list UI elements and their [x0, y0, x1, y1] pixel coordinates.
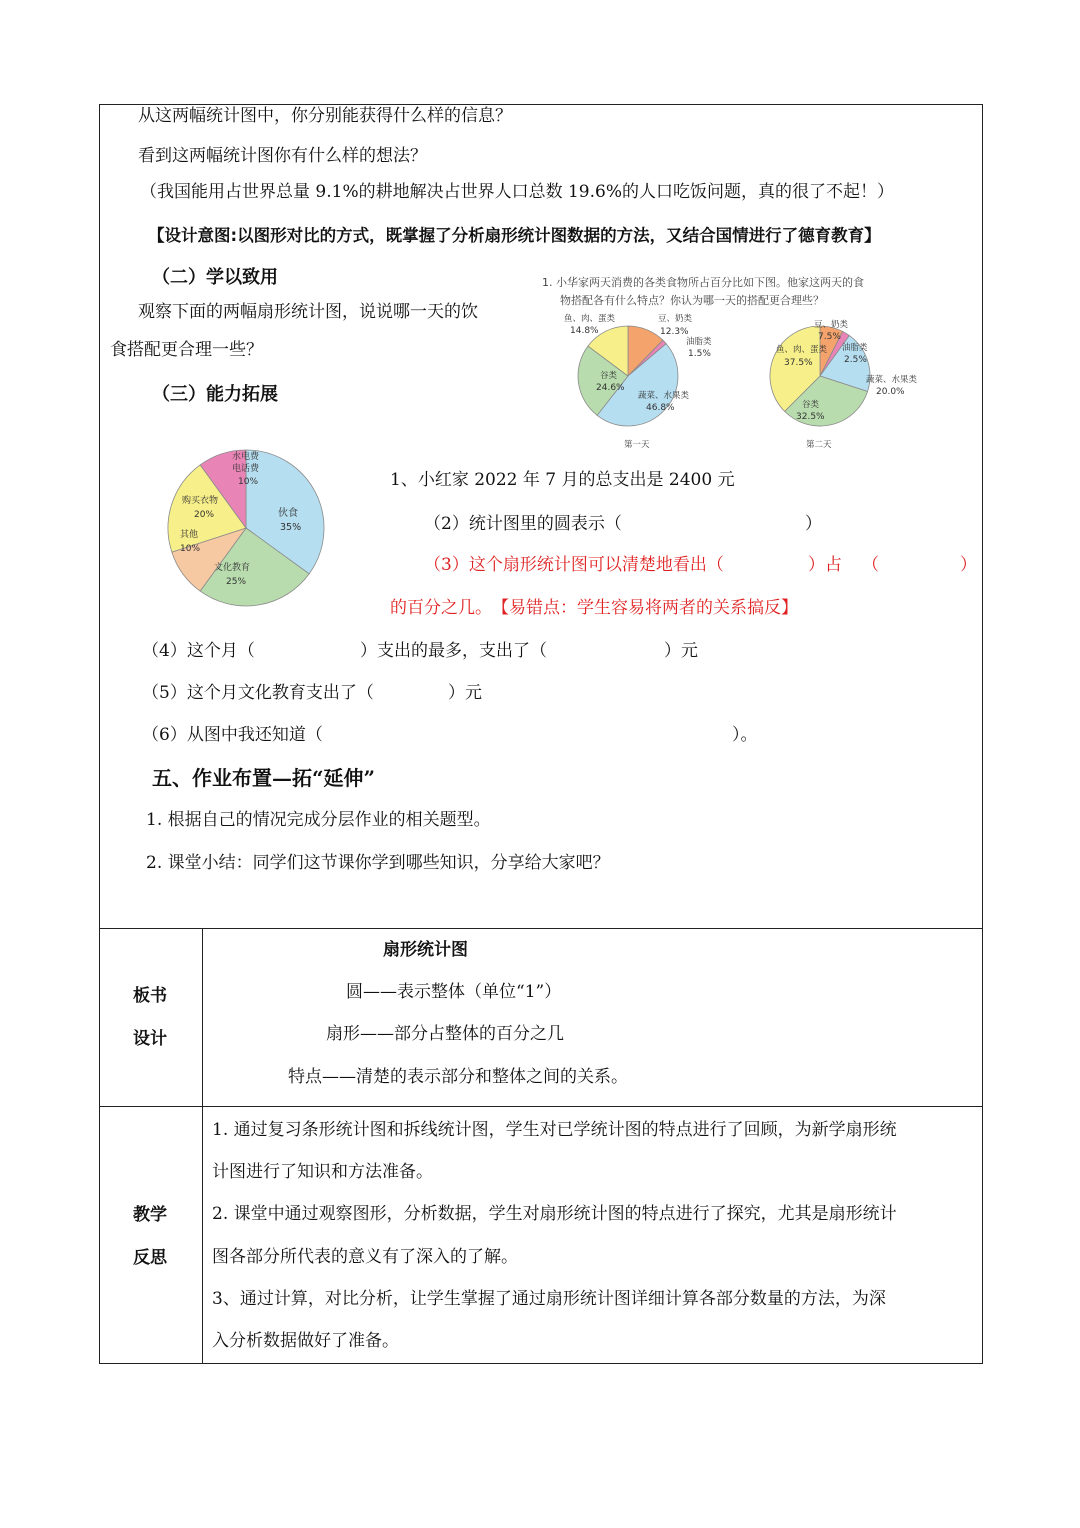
day1-label-meat: 鱼、肉、蛋类 — [564, 314, 616, 324]
board-line-3: 特点——清楚的表示部分和整体之间的关系。 — [288, 1067, 628, 1087]
question-3-part-1: （3）这个扇形统计图可以清楚地看出（ — [424, 555, 724, 575]
day2-label-veg-pct: 20.0% — [876, 387, 905, 397]
reflection-p2-line-1: 2. 课堂中通过观察图形，分析数据，学生对扇形统计图的特点进行了探究，尤其是扇形统计 — [212, 1204, 897, 1224]
day2-label-veg: 蔬菜、水果类 — [866, 375, 918, 385]
day2-label-meat: 鱼、肉、蛋类 — [776, 345, 828, 355]
day1-label-oil: 油脂类 — [686, 337, 712, 347]
food-comparison-figure — [520, 264, 960, 454]
intro-question-2: 看到这两幅统计图你有什么样的想法？ — [138, 146, 427, 166]
board-line-2: 扇形——部分占整体的百分之几 — [326, 1024, 564, 1044]
figure-question-line-2: 物搭配各有什么特点？你认为哪一天的搭配更合理些？ — [560, 294, 824, 307]
question-4-part-1: （4）这个月（ — [142, 641, 255, 661]
row-divider-reflection — [99, 1106, 983, 1107]
day1-label-oil-pct: 1.5% — [688, 349, 711, 359]
figure-question-line-1: 1. 小华家两天消费的各类食物所占百分比如下图。他家这两天的食 — [542, 276, 864, 289]
question-3-part-2: ）占 — [808, 555, 842, 575]
expense-label-other-pct: 10% — [180, 544, 201, 554]
expense-pie-figure — [160, 440, 340, 610]
homework-item-1: 1. 根据自己的情况完成分层作业的相关题型。 — [146, 810, 491, 830]
expense-label-utility-1: 水电费 — [232, 452, 260, 462]
question-5-part-1: （5）这个月文化教育支出了（ — [142, 683, 374, 703]
day2-label-oil: 油脂类 — [842, 343, 868, 353]
section-2-line-2: 食搭配更合理一些？ — [110, 340, 263, 360]
section-3-heading: （三）能力拓展 — [152, 384, 278, 405]
intro-note: （我国能用占世界总量 9.1%的耕地解决占世界人口总数 19.6%的人口吃饭问题，真的很了不起！） — [140, 182, 894, 202]
day1-caption: 第一天 — [624, 440, 650, 450]
expense-label-utility-pct: 10% — [238, 477, 259, 487]
expense-label-clothes: 购买衣物 — [182, 496, 219, 506]
expense-label-food: 伙食 — [278, 508, 298, 519]
question-3-part-4: ） — [960, 555, 977, 575]
day1-label-veg: 蔬菜、水果类 — [638, 391, 690, 401]
section-2-line-1: 观察下面的两幅扇形统计图，说说哪一天的饮 — [138, 302, 478, 322]
day1-label-bean-pct: 12.3% — [660, 327, 689, 337]
section-2-heading: （二）学以致用 — [152, 267, 278, 288]
expense-label-edu-pct: 25% — [226, 577, 247, 587]
reflection-label-2: 反思 — [133, 1248, 167, 1268]
reflection-p1-line-2: 计图进行了知识和方法准备。 — [212, 1162, 433, 1182]
expense-label-other: 其他 — [180, 530, 199, 540]
intro-question-1: 从这两幅统计图中，你分别能获得什么样的信息？ — [138, 106, 512, 126]
question-6-part-2: ）。 — [732, 725, 758, 745]
expense-label-clothes-pct: 20% — [194, 510, 215, 520]
question-2-open: （2）统计图里的圆表示（ — [424, 514, 622, 534]
design-intent: 【设计意图:以图形对比的方式，既掌握了分析扇形统计图数据的方法，又结合国情进行了德育教育】 — [148, 226, 881, 245]
day1-label-veg-pct: 46.8% — [646, 403, 675, 413]
homework-item-2: 2. 课堂小结：同学们这节课你学到哪些知识，分享给大家吧？ — [146, 853, 610, 873]
day1-label-grain-pct: 24.6% — [596, 383, 625, 393]
day2-label-grain-pct: 32.5% — [796, 412, 825, 422]
day2-label-oil-pct: 2.5% — [844, 355, 867, 365]
expense-label-utility-2: 电话费 — [232, 464, 260, 474]
question-5-part-2: ）元 — [448, 683, 482, 703]
question-4-part-2: ）支出的最多，支出了（ — [360, 641, 547, 661]
day2-label-bean-pct: 7.5% — [818, 332, 841, 342]
question-2-close: ） — [805, 514, 822, 534]
day2-caption: 第二天 — [806, 440, 832, 450]
day1-label-bean: 豆、奶类 — [658, 314, 693, 324]
board-title: 扇形统计图 — [383, 940, 468, 960]
reflection-p1-line-1: 1. 通过复习条形统计图和拆线统计图，学生对已学统计图的特点进行了回顾，为新学扇形统 — [212, 1120, 897, 1140]
day2-label-grain: 谷类 — [802, 400, 820, 410]
day1-label-meat-pct: 14.8% — [570, 326, 599, 336]
board-label-2: 设计 — [133, 1029, 167, 1049]
reflection-p3-line-2: 入分析数据做好了准备。 — [212, 1331, 399, 1351]
board-line-1: 圆——表示整体（单位“1”） — [346, 982, 562, 1002]
question-3-part-3: （ — [862, 555, 879, 575]
question-3-error-note: 【易错点：学生容易将两者的关系搞反】 — [492, 598, 798, 618]
day2-label-meat-pct: 37.5% — [784, 358, 813, 368]
reflection-label-1: 教学 — [133, 1205, 167, 1225]
board-label-1: 板书 — [133, 986, 167, 1006]
question-1: 1、小红家 2022 年 7 月的总支出是 2400 元 — [390, 470, 735, 490]
question-4-part-3: ）元 — [664, 641, 698, 661]
expense-label-food-pct: 35% — [280, 522, 302, 533]
day1-label-grain: 谷类 — [600, 371, 618, 381]
question-6-part-1: （6）从图中我还知道（ — [142, 725, 323, 745]
day2-label-bean: 豆、奶类 — [814, 320, 849, 330]
question-3-line-2: 的百分之几。 — [390, 598, 492, 618]
homework-heading: 五、作业布置—拓“延伸” — [152, 766, 376, 790]
reflection-p2-line-2: 图各部分所代表的意义有了深入的了解。 — [212, 1247, 518, 1267]
reflection-p3-line-1: 3、通过计算，对比分析，让学生掌握了通过扇形统计图详细计算各部分数量的方法，为深 — [212, 1289, 886, 1309]
row-divider-board — [99, 928, 983, 929]
column-divider — [202, 928, 203, 1364]
expense-label-edu: 文化教育 — [214, 563, 251, 573]
